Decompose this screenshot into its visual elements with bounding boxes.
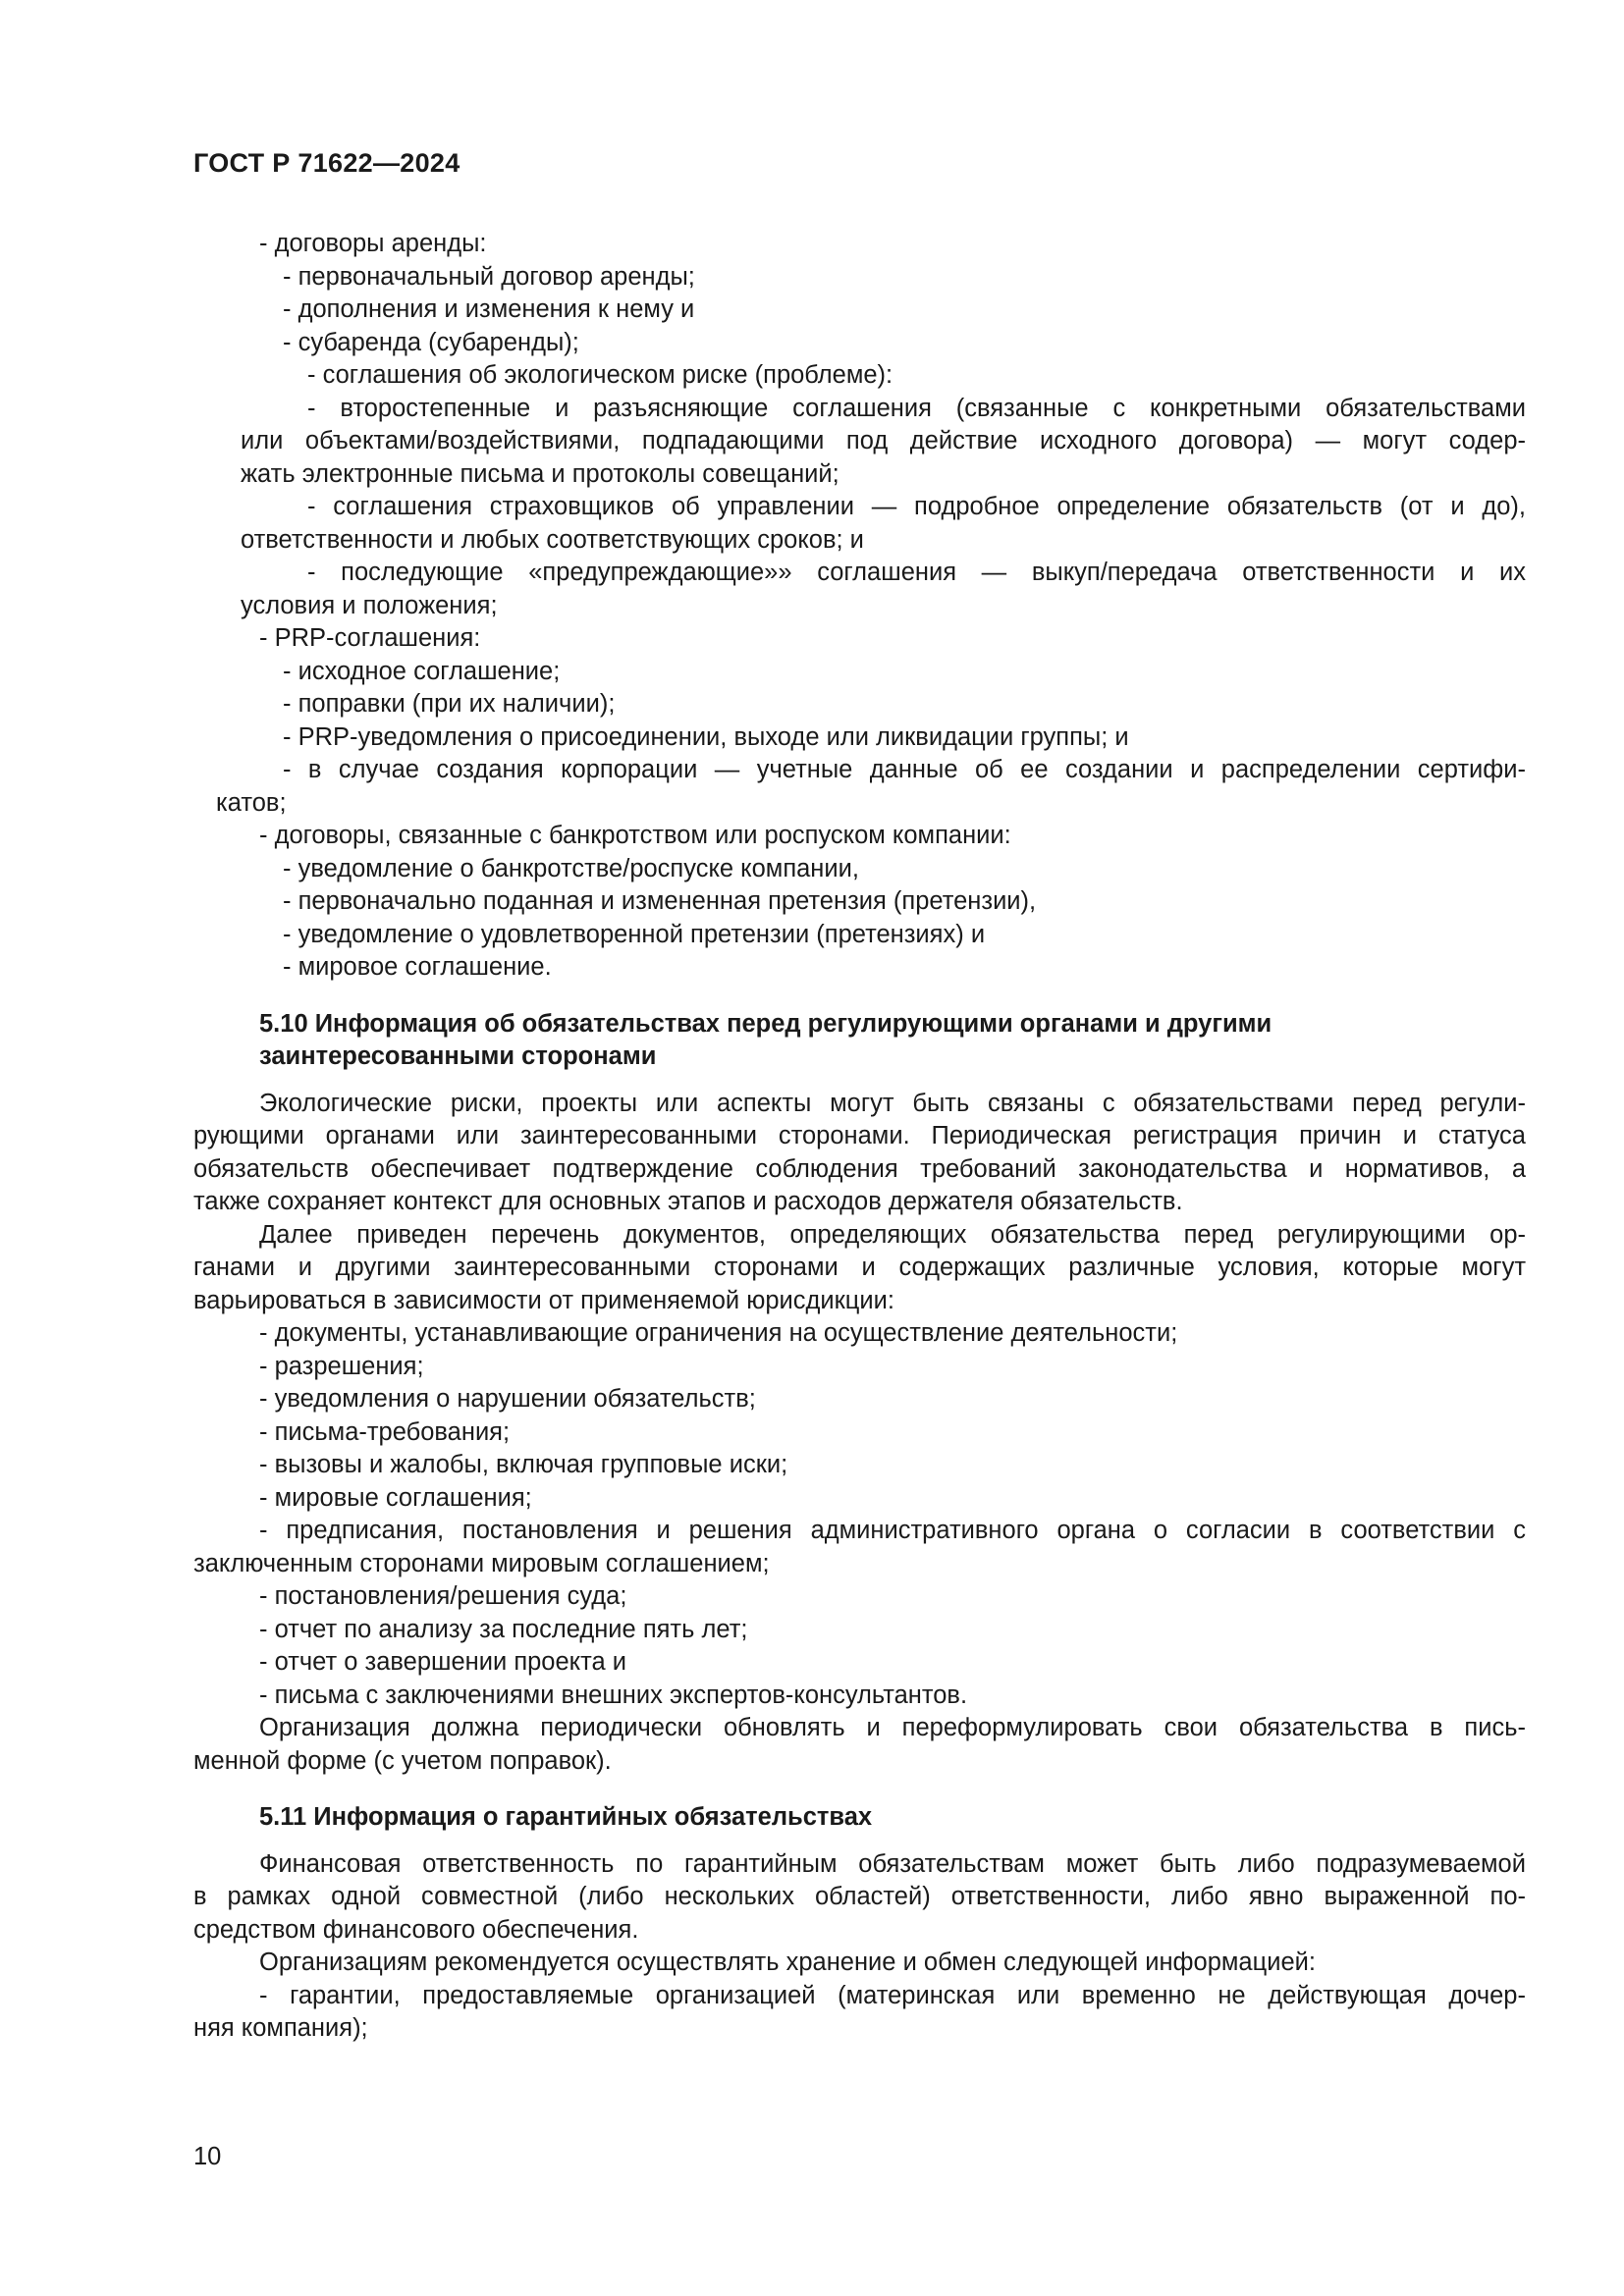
document-code-header: ГОСТ Р 71622—2024 [193,148,460,178]
section-5-11 [193,1801,1526,2046]
paragraph-line: средством финансового обеспечения. [193,1915,639,1944]
list-item-continuation: катов; [216,788,287,817]
list-item: - PRP-соглашения: [259,624,481,652]
list-item-continuation: или объектами/воздействиями, подпадающими под действие исходного договора) — могут содер- [241,427,1526,454]
list-item-continuation: заключенным сторонами мировым соглашением; [193,1549,770,1577]
paragraph-line: также сохраняет контекст для основных этапов и расходов держателя обязательств. [193,1188,1183,1215]
list-item: - субаренда (субаренды); [283,328,579,356]
list-item: - договоры аренды: [259,230,487,257]
paragraph-line: Организациям рекомендуется осуществлять хранение и обмен следующей информацией: [259,1949,1316,1976]
paragraph-line: Экологические риски, проекты или аспекты могут быть связаны с обязательствами перед регули- [259,1089,1526,1117]
section-heading: 5.10 Информация об обязательствах перед регулирующими органами и другими [259,1009,1272,1038]
list-item: - письма-требования; [259,1417,511,1446]
list-item: - первоначально поданная и измененная претензия (претензии), [283,887,1037,915]
list-item: - отчет о завершении проекта и [259,1648,627,1676]
list-item: - договоры, связанные с банкротством или роспуском компании: [259,822,1011,849]
list-item: - уведомление о банкротстве/роспуске компании, [283,854,859,882]
paragraph-line: Организация должна периодически обновлять и переформулировать свои обязательства в пись- [259,1714,1526,1741]
list-item-continuation: няя компания); [193,2014,368,2042]
list-item: - предписания, постановления и решения административного органа о согласии в соответствии с [259,1517,1526,1544]
list-item: - первоначальный договор аренды; [283,262,695,291]
list-item-continuation: условия и положения; [241,591,498,619]
list-item-continuation: ответственности и любых соответствующих сроков; и [241,525,864,554]
paragraph-line: варьироваться в зависимости от применяемой юрисдикции: [193,1286,894,1314]
list-item: - в случае создания корпорации — учетные данные об ее создании и распределении сертифи- [283,756,1526,783]
list-item: - разрешения; [259,1352,424,1380]
list-item: - соглашения страховщиков об управлении — подробное определение обязательств (от и до), [307,493,1526,520]
paragraph-line: Далее приведен перечень документов, определяющих обязательства перед регулирующими ор- [259,1220,1526,1249]
paragraph-line: обязательств обеспечивает подтверждение соблюдения требований законодательства и нормативов, а [193,1154,1526,1183]
list-item: - вызовы и жалобы, включая групповые иски; [259,1451,788,1478]
page-number: 10 [193,2143,222,2170]
list-item: - документы, устанавливающие ограничения на осуществление деятельности; [259,1319,1178,1347]
list-item: - уведомление о удовлетворенной претензии (претензиях) и [283,920,986,948]
section-heading: заинтересованными сторонами [259,1042,657,1070]
paragraph-line: рующими органами или заинтересованными сторонами. Периодическая регистрация причин и статуса [193,1122,1526,1149]
list-item: - второстепенные и разъясняющие соглашения (связанные с конкретными обязательствами [307,394,1526,422]
section-5-10 [193,1008,1526,1779]
list-item: - соглашения об экологическом риске (проблеме): [307,361,893,389]
paragraph-line: ганами и другими заинтересованными сторонами и содержащих различные условия, которые могут [193,1254,1526,1281]
list-item: - исходное соглашение; [283,657,561,685]
list-item: - письма с заключениями внешних экспертов-консультантов. [259,1681,968,1709]
paragraph-line: менной форме (с учетом поправок). [193,1746,612,1775]
list-item: - PRP-уведомления о присоединении, выходе или ликвидации группы; и [283,722,1129,751]
list-item: - поправки (при их наличии); [283,690,616,718]
list-item: - постановления/решения суда; [259,1582,627,1610]
paragraph-line: в рамках одной совместной (либо нескольких областей) ответственности, либо явно выраженной по- [193,1883,1526,1910]
document-body [193,228,1526,2046]
section-heading: 5.11 Информация о гарантийных обязательствах [259,1803,873,1831]
list-item: - гарантии, предоставляемые организацией (материнская или временно не действующая дочер- [259,1981,1526,2009]
list-item: - уведомления о нарушении обязательств; [259,1385,756,1413]
lease-agreements-list [193,228,1526,985]
list-item: - дополнения и изменения к нему и [283,295,695,323]
list-item: - мировые соглашения; [259,1483,532,1512]
list-item: - отчет по анализу за последние пять лет; [259,1615,748,1643]
list-item-continuation: жать электронные письма и протоколы совещаний; [241,459,839,488]
list-item: - последующие «предупреждающие»» соглашения — выкуп/передача ответственности и их [307,559,1526,586]
paragraph-line: Финансовая ответственность по гарантийным обязательствам может быть либо подразумеваемой [259,1849,1526,1878]
list-item: - мировое соглашение. [283,953,552,981]
